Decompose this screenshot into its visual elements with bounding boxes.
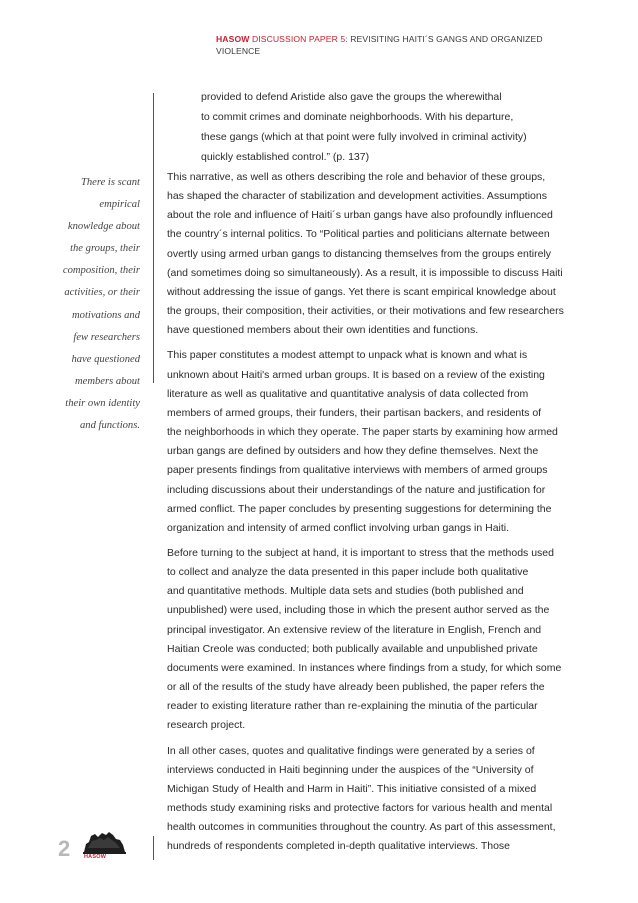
sidebar-line: motivations and bbox=[72, 309, 140, 321]
body-line: interviews conducted in Haiti beginning under the auspices of the “University of bbox=[167, 763, 534, 776]
body-line: reader to existing literature rather than re-explaining the minutia of the particular bbox=[167, 700, 538, 713]
body-line: to collect and analyze the data presented in this paper include both qualitative bbox=[167, 566, 529, 579]
sidebar-line: There is scant bbox=[80, 177, 140, 188]
body-line: and quantitative methods. Multiple data sets and studies (both published and bbox=[167, 585, 524, 598]
body-line: armed conflict. The paper concludes by presenting suggestions for determining the bbox=[167, 502, 552, 515]
body-line: methods study examining risks and protective factors for various health and mental bbox=[167, 802, 553, 814]
body-line: urban gangs are defined by outsiders and how they define themselves. Next the bbox=[167, 445, 539, 458]
body-line: organization and intensity of armed conflict involving urban gangs in Haiti. bbox=[167, 521, 510, 534]
block-quote bbox=[201, 87, 541, 167]
body-text bbox=[167, 168, 587, 862]
body-line: Michigan Study of Health and Harm in Haiti”. This initiative consisted of a mixed bbox=[167, 782, 537, 795]
header-title-continued: VIOLENCE bbox=[216, 46, 261, 56]
body-paragraph bbox=[167, 346, 587, 538]
accent-rule bbox=[153, 93, 154, 383]
body-line: members of armed groups, their funders, their partisan backers, and residents of bbox=[167, 406, 542, 419]
body-line: research project. bbox=[167, 719, 246, 732]
quote-line: quickly established control.” (p. 137) bbox=[201, 151, 370, 163]
body-line: health outcomes in communities throughout the country. As part of this assessment, bbox=[167, 821, 556, 834]
body-line: In all other cases, quotes and qualitative findings were generated by a series of bbox=[167, 744, 535, 757]
sidebar-line: empirical bbox=[99, 199, 140, 211]
body-line: (and sometimes doing so simultaneously). As a result, it is impossible to discuss Haiti bbox=[167, 266, 563, 279]
body-line: or all of the results of the study have already been published, the paper refers the bbox=[167, 681, 545, 694]
body-line: paper presents findings from qualitative interviews with members of armed groups bbox=[167, 464, 548, 477]
quote-line: to commit crimes and dominate neighborhoods. With his departure, bbox=[201, 111, 514, 123]
accent-rule-bottom bbox=[153, 836, 154, 860]
body-line: documents were examined. In instances where findings from a study, for which some bbox=[167, 661, 562, 674]
sidebar-line: composition, their bbox=[62, 265, 140, 277]
body-line: have questioned members about their own identities and functions. bbox=[167, 324, 479, 337]
pull-quote-sidebar bbox=[56, 172, 140, 437]
quote-line: these gangs (which at that point were fully involved in criminal activity) bbox=[201, 131, 527, 143]
body-line: about the role and influence of Haiti´s urban gangs have also profoundly influenced bbox=[167, 209, 553, 222]
body-line: without addressing the issue of gangs. Yet there is scant empirical knowledge about bbox=[167, 285, 556, 298]
body-paragraph bbox=[167, 544, 587, 736]
page-number: 2 bbox=[58, 836, 71, 861]
body-line: This paper constitutes a modest attempt to unpack what is known and what is bbox=[167, 349, 528, 362]
body-line: unknown about Haiti's armed urban groups. It is based on a review of the existing bbox=[167, 368, 545, 381]
body-line: including discussions about their understandings of the nature and justification for bbox=[167, 483, 546, 496]
sidebar-line: few researchers bbox=[73, 331, 140, 343]
sidebar-line: and functions. bbox=[79, 420, 140, 432]
body-line: Before turning to the subject at hand, it is important to stress that the methods used bbox=[167, 546, 554, 559]
sidebar-line: knowledge about bbox=[67, 221, 140, 233]
sidebar-line: members about bbox=[74, 375, 140, 387]
header-line-1 bbox=[216, 33, 596, 45]
sidebar-line: have questioned bbox=[71, 353, 140, 365]
sidebar-line: their own identity bbox=[65, 397, 140, 409]
body-line: the neighborhoods in which they operate. The paper starts by examining how armed bbox=[167, 426, 558, 439]
hasow-logo-icon bbox=[76, 826, 132, 866]
body-line: overtly using armed urban gangs to distancing themselves from the groups entirely bbox=[167, 247, 552, 260]
header-series: DISCUSSION PAPER 5: bbox=[249, 34, 351, 44]
body-line: literature as well as qualitative and quantitative analysis of data collected from bbox=[167, 387, 529, 400]
running-header bbox=[216, 33, 596, 57]
body-line: unpublished) were used, including those in which the present author served as the bbox=[167, 604, 550, 617]
body-line: This narrative, as well as others describing the role and behavior of these groups, bbox=[167, 171, 546, 183]
header-brand: HASOW bbox=[216, 34, 250, 44]
body-paragraph bbox=[167, 168, 587, 340]
body-line: hundreds of respondents completed in-depth qualitative interviews. Those bbox=[167, 840, 511, 853]
logo-wordmark: HASOW bbox=[84, 854, 107, 860]
body-line: the country´s internal politics. To “Political parties and politicians alternate between bbox=[167, 228, 550, 241]
body-line: Haitian Creole was conducted; both publically available and unpublished private bbox=[167, 642, 538, 655]
sidebar-line: activities, or their bbox=[64, 287, 140, 299]
header-title: REVISITING HAITI´S GANGS AND ORGANIZED bbox=[350, 34, 543, 44]
body-line: the groups, their composition, their activities, or their motivations and few researchers bbox=[167, 305, 564, 318]
body-line: principal investigator. An extensive review of the literature in English, French and bbox=[167, 623, 542, 636]
sidebar-line: the groups, their bbox=[70, 243, 140, 255]
body-line: has shaped the character of stabilization and development activities. Assumptions bbox=[167, 190, 547, 203]
quote-line: provided to defend Aristide also gave the groups the wherewithal bbox=[201, 91, 502, 103]
body-paragraph bbox=[167, 742, 587, 857]
